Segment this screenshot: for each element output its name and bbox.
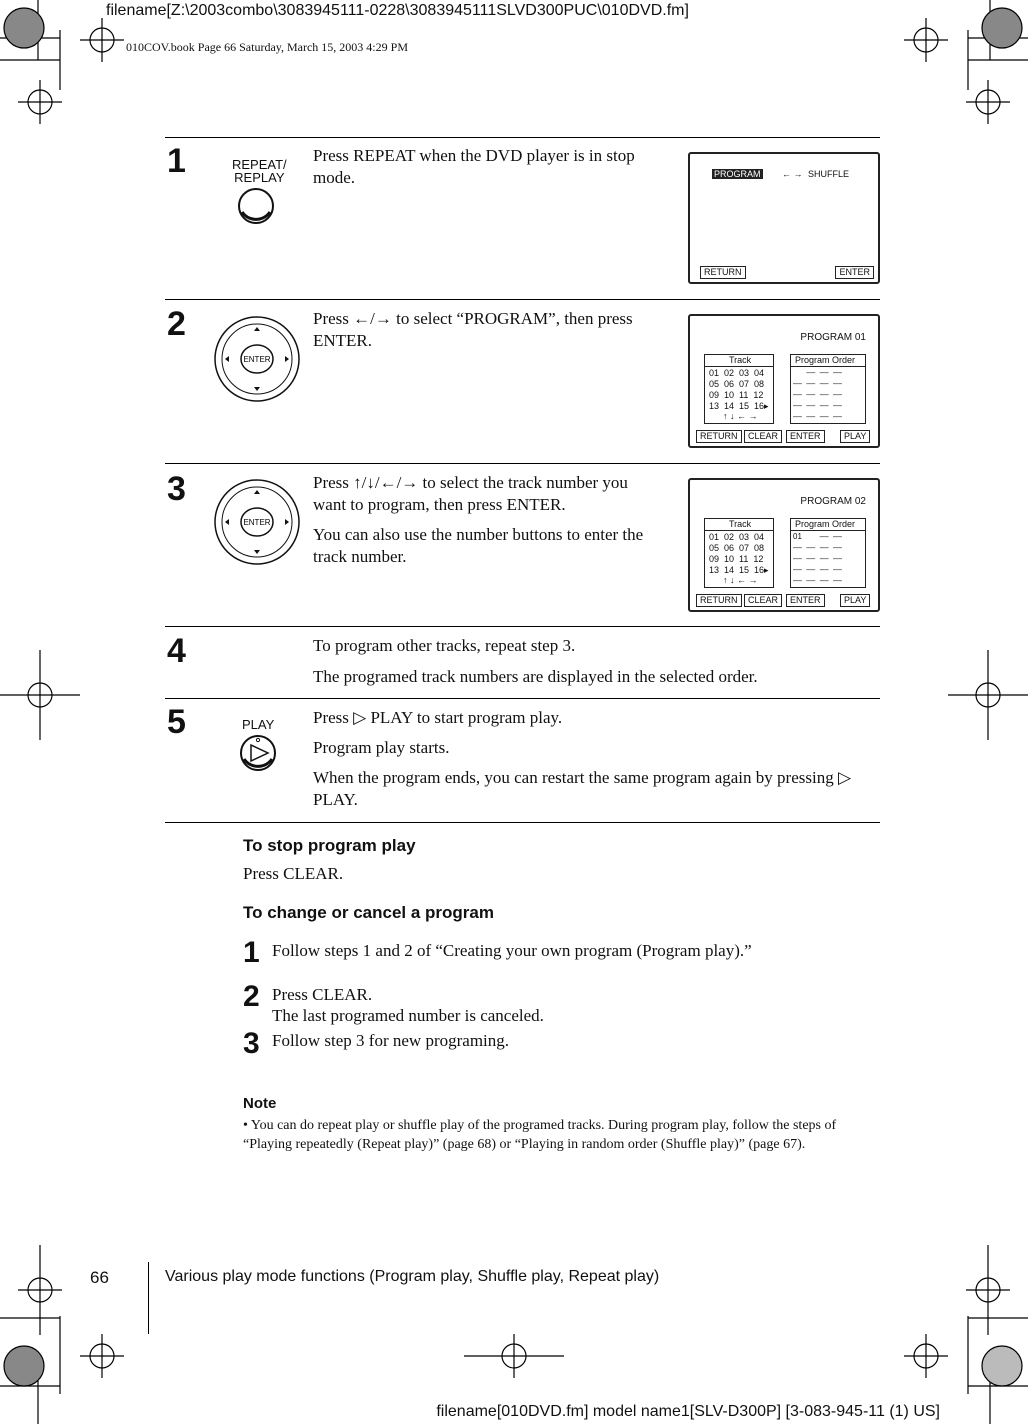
track-nav-arrows: ↑ ↓ ← → bbox=[723, 575, 758, 585]
divider bbox=[705, 366, 773, 367]
track-row: 05 06 07 08 bbox=[709, 543, 765, 553]
divider bbox=[705, 530, 773, 531]
track-panel bbox=[704, 354, 774, 424]
program-title: PROGRAM 02 bbox=[800, 496, 866, 507]
order-grid bbox=[793, 367, 842, 422]
program-order-header: Program Order bbox=[795, 355, 856, 365]
step-3-text: Press ↑/↓/←/→ to select the track number you want to program, then press ENTER. You can also use the number buttons to enter the track number. bbox=[313, 473, 644, 566]
program-order-panel bbox=[790, 354, 866, 424]
track-row: 13 14 15 16▸ bbox=[709, 401, 769, 411]
return-box: RETURN bbox=[696, 594, 742, 607]
track-row: 13 14 15 16▸ bbox=[709, 565, 769, 575]
play-button-icon bbox=[238, 733, 278, 773]
track-row: 05 06 07 08 bbox=[709, 379, 765, 389]
substep-number: 2 bbox=[243, 980, 260, 1013]
substep-text: Follow step 3 for new programing. bbox=[272, 1031, 510, 1050]
order-row: –– –– –– bbox=[793, 368, 842, 377]
return-box: RETURN bbox=[696, 430, 742, 443]
order-row: –– –– –– –– bbox=[793, 554, 842, 563]
program-order-header: Program Order bbox=[795, 519, 856, 529]
note-heading: Note bbox=[243, 1095, 277, 1112]
round-button-icon bbox=[236, 186, 276, 226]
repeat-replay-label: REPEAT/ REPLAY bbox=[232, 157, 287, 185]
section-heading-stop: To stop program play bbox=[243, 836, 416, 855]
section-heading-change: To change or cancel a program bbox=[243, 903, 494, 922]
return-box: RETURN bbox=[700, 266, 746, 279]
header-filename: filename[Z:\2003combo\3083945111-0228\3083945111SLVD300PUC\010DVD.fm] bbox=[106, 2, 689, 19]
order-row: –– –– –– –– bbox=[793, 543, 842, 552]
screen-program-01 bbox=[688, 314, 880, 448]
enter-label: ENTER bbox=[243, 518, 271, 527]
program-title: PROGRAM 01 bbox=[800, 332, 866, 343]
substep-text: Follow steps 1 and 2 of “Creating your own program (Program play).” bbox=[272, 941, 752, 960]
track-header: Track bbox=[729, 355, 752, 365]
divider bbox=[148, 1262, 149, 1334]
stop-text: Press CLEAR. bbox=[243, 864, 344, 883]
step-number: 1 bbox=[167, 142, 186, 180]
track-row: 09 10 11 12 bbox=[709, 390, 764, 400]
screen-program-02 bbox=[688, 478, 880, 612]
step-1-text: Press REPEAT when the DVD player is in stop mode. bbox=[313, 146, 635, 187]
order-row: –– –– –– –– bbox=[793, 412, 842, 421]
track-grid bbox=[709, 532, 769, 576]
enter-box: ENTER bbox=[786, 594, 825, 607]
step-2-text: Press ←/→ to select “PROGRAM”, then press ENTER. bbox=[313, 309, 633, 350]
clear-box: CLEAR bbox=[744, 430, 782, 443]
clear-box: CLEAR bbox=[744, 594, 782, 607]
direction-pad-icon bbox=[213, 315, 301, 403]
order-row: 01 –– –– bbox=[793, 532, 842, 541]
divider bbox=[165, 698, 880, 699]
track-grid bbox=[709, 368, 769, 412]
track-nav-arrows: ↑ ↓ ← → bbox=[723, 411, 758, 421]
footer-title: Various play mode functions (Program play, Shuffle play, Repeat play) bbox=[165, 1268, 660, 1285]
track-panel bbox=[704, 518, 774, 588]
play-box: PLAY bbox=[840, 430, 870, 443]
step-number: 5 bbox=[167, 703, 186, 741]
step-number: 2 bbox=[167, 305, 186, 343]
screen-shuffle-menu bbox=[688, 152, 880, 284]
left-right-arrows-icon: ← → bbox=[782, 169, 803, 179]
order-grid bbox=[793, 531, 842, 586]
enter-box: ENTER bbox=[835, 266, 874, 279]
step-4-text: To program other tracks, repeat step 3. The programed track numbers are displayed in the selected order. bbox=[313, 636, 758, 686]
header-book-info: 010COV.book Page 66 Saturday, March 15, 2003 4:29 PM bbox=[126, 40, 408, 54]
divider bbox=[165, 299, 880, 300]
order-row: –– –– –– –– bbox=[793, 565, 842, 574]
program-order-panel bbox=[790, 518, 866, 588]
substep-text: Press CLEAR. The last programed number is canceled. bbox=[272, 985, 544, 1025]
note-text: • You can do repeat play or shuffle play of the programed tracks. During program play, follow the steps of “Playing repeatedly (Repeat play)” (page 68) or “Playing in random order (Shuffle play)” (page 67). bbox=[243, 1118, 837, 1152]
order-row: –– –– –– –– bbox=[793, 379, 842, 388]
track-header: Track bbox=[729, 519, 752, 529]
page-number: 66 bbox=[90, 1268, 109, 1287]
track-row: 01 02 03 04 bbox=[709, 532, 765, 542]
order-row: –– –– –– –– bbox=[793, 576, 842, 585]
direction-pad-icon bbox=[213, 478, 301, 566]
program-option: PROGRAM bbox=[714, 169, 761, 179]
order-row: –– –– –– –– bbox=[793, 401, 842, 410]
footer-filename: filename[010DVD.fm] model name1[SLV-D300P] [3-083-945-11 (1) US] bbox=[436, 1403, 940, 1420]
step-5-text: Press ▷ PLAY to start program play. Program play starts. When the program ends, you can restart the same program again by pressing ▷ PLAY. bbox=[313, 708, 852, 809]
enter-box: ENTER bbox=[786, 430, 825, 443]
enter-label: ENTER bbox=[243, 355, 271, 364]
track-row: 09 10 11 12 bbox=[709, 554, 764, 564]
divider bbox=[165, 137, 880, 138]
shuffle-option: SHUFFLE bbox=[808, 169, 850, 179]
substep-number: 3 bbox=[243, 1027, 260, 1060]
divider bbox=[165, 626, 880, 627]
step-number: 3 bbox=[167, 470, 186, 508]
step-number: 4 bbox=[167, 632, 186, 670]
play-box: PLAY bbox=[840, 594, 870, 607]
divider bbox=[165, 822, 880, 823]
divider bbox=[165, 463, 880, 464]
track-row: 01 02 03 04 bbox=[709, 368, 765, 378]
order-row: –– –– –– –– bbox=[793, 390, 842, 399]
play-button-label: PLAY bbox=[242, 717, 275, 732]
substep-number: 1 bbox=[243, 936, 260, 969]
